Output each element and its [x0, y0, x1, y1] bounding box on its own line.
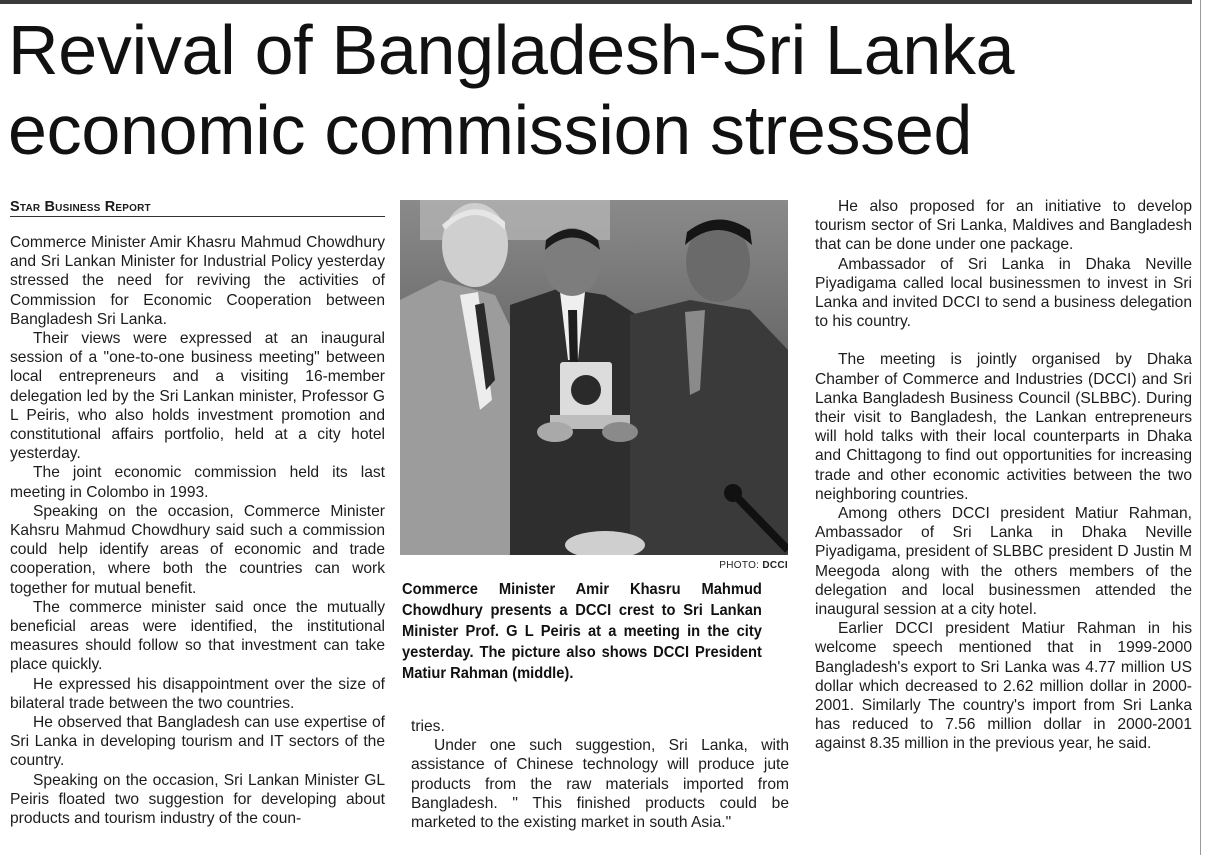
article-headline: Revival of Bangladesh-Sri Lanka economic commission stressed — [8, 11, 1015, 169]
byline: Star Business Report — [10, 199, 385, 217]
photo-credit-label: PHOTO: — [719, 560, 760, 571]
paragraph: The commerce minister said once the mutually beneficial areas were identified, the institutional measures should follow so that investment can take place quickly. — [10, 598, 385, 674]
paragraph: Ambassador of Sri Lanka in Dhaka Neville Piyadigama called local businessmen to invest in Sri Lanka and invited DCCI to send a business delegation to his country. — [815, 255, 1192, 331]
article-column-3 — [815, 197, 1192, 754]
paragraph: Their views were expressed at an inaugural session of a "one-to-one business meeting" between local entrepreneurs and a visiting 16-member delegation led by the Sri Lankan minister, Professor G L Peiris, who also holds investment promotion and constitutional affairs portfolio, held at a city hotel yesterday. — [10, 330, 385, 463]
article-column-2 — [411, 717, 789, 832]
top-rule — [0, 0, 1192, 4]
paragraph: He expressed his disappointment over the size of bilateral trade between the two countries. — [10, 675, 385, 712]
paragraph: Among others DCCI president Matiur Rahman, Ambassador of Sri Lanka in Dhaka Neville Piyadigama, president of SLBBC president D Justin M Meegoda along with the others members of the delegation and local businessmen attended the inaugural session at a city hotel. — [815, 505, 1192, 619]
photo-credit — [600, 560, 788, 571]
paragraph: Under one such suggestion, Sri Lanka, with assistance of Chinese technology will produce jute products from the raw materials imported from Bangladesh. " This finished products could be marketed to the existing market in south Asia." — [411, 737, 789, 832]
photo-caption: Commerce Minister Amir Khasru Mahmud Chowdhury presents a DCCI crest to Sri Lankan Minister Prof. G L Peiris at a meeting in the city yesterday. The picture also shows DCCI President Matiur Rahman (middle). — [402, 581, 762, 682]
paragraph: He observed that Bangladesh can use expertise of Sri Lanka in developing tourism and IT sectors of the country. — [10, 714, 385, 770]
article-column-1 — [10, 233, 385, 828]
paragraph: Speaking on the occasion, Commerce Minister Kahsru Mahmud Chowdhury said such a commission could help identify areas of economic and trade cooperation, where both the countries can work together for mutual benefit. — [10, 502, 385, 597]
paragraph: He also proposed for an initiative to develop tourism sector of Sri Lanka, Maldives and Bangladesh that can be done under one package. — [815, 198, 1192, 254]
paragraph: Speaking on the occasion, Sri Lankan Minister GL Peiris floated two suggestion for developing about products and tourism industry of the coun- — [10, 771, 385, 828]
news-photo — [400, 200, 788, 555]
paragraph: The joint economic commission held its last meeting in Colombo in 1993. — [10, 464, 385, 501]
paragraph: Commerce Minister Amir Khasru Mahmud Chowdhury and Sri Lankan Minister for Industrial Policy yesterday stressed the need for reviving the activities of Commission for Economic Cooperation between Bangladesh Sri Lanka. — [10, 234, 385, 328]
paragraph: tries. — [411, 718, 445, 735]
paragraph: Earlier DCCI president Matiur Rahman in his welcome speech mentioned that in 1999-2000 Bangladesh's export to Sri Lanka was 4.77 million US dollar which decreased to 2.62 million dollar in 2000-2001. Similarly The country's import from Sri Lanka has reduced to 7.56 million dollar in 2000-2001 against 8.35 million in the previous year, he said. — [815, 620, 1192, 753]
paragraph: The meeting is jointly organised by Dhaka Chamber of Commerce and Industries (DCCI) and Sri Lanka Bangladesh Business Council (SLBBC). During their visit to Bangladesh, the Lankan entrepreneurs will hold talks with their local counterparts in Dhaka and Chittagong to find out opportunities for increasing trade and other economic activities between the two neighboring countries. — [815, 351, 1192, 503]
photo-credit-source: DCCI — [762, 560, 788, 571]
photo-illustration — [400, 200, 788, 555]
column-rule — [1200, 0, 1201, 855]
